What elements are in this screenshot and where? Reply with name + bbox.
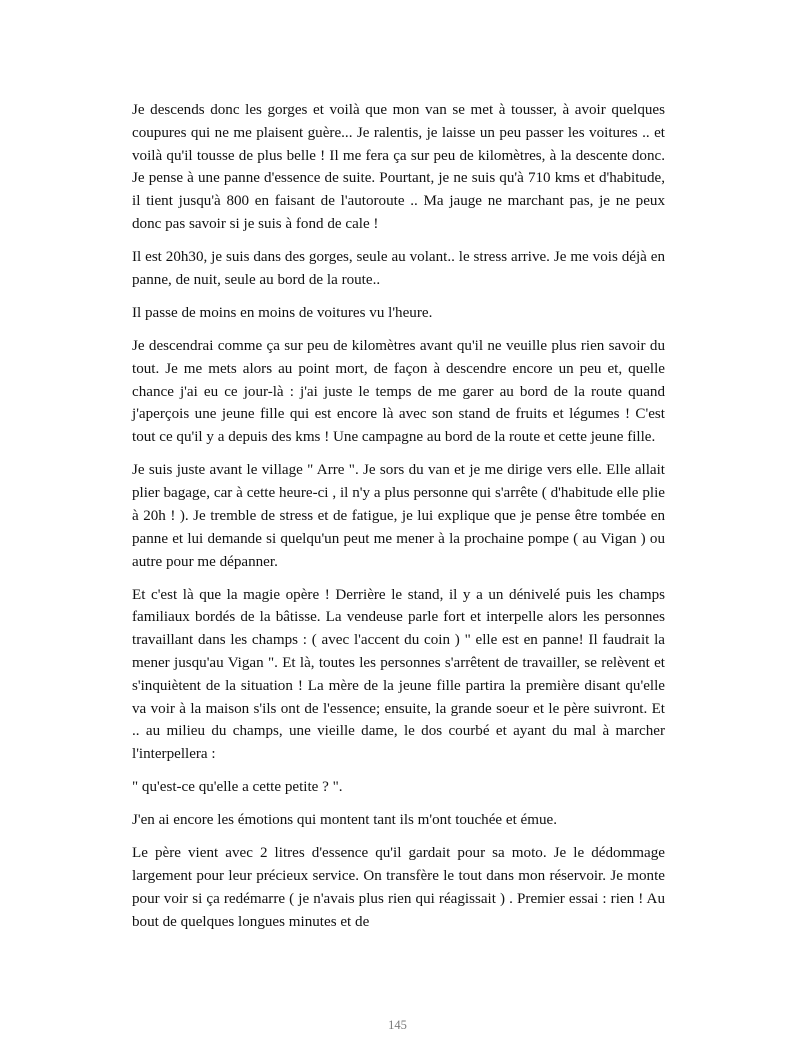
paragraph: Je descends donc les gorges et voilà que mon van se met à tousser, à avoir quelques coupures qui ne me plaisent guère... Je ralentis, je laisse un peu passer les voitures .. et voilà qu'il tousse de plus belle ! Il me fera ça sur peu de kilomètres, à la descente donc. Je pense à une panne d'essence de suite. Pourtant, je ne suis qu'à 710 kms et d'habitude, il tient jusqu'à 800 en faisant de l'autoroute .. Ma jauge ne marchant pas, je ne peux donc pas savoir si je suis à fond de cale ! [132,102,665,232]
paragraph: Et c'est là que la magie opère ! Derrière le stand, il y a un dénivelé puis les champs familiaux bordés de la bâtisse. La vendeuse parle fort et interpelle alors les personnes travaillant dans les champs : ( avec l'accent du coin ) " elle est en panne! Il faudrait la mener jusqu'au Vigan ". Et là, toutes les personnes s'arrêtent de travailler, se relèvent et s'inquiètent de la situation ! La mère de la jeune fille partira la première disant qu'elle va voir à la maison s'ils ont de l'essence; ensuite, la grande soeur et le père suivront. Et .. au milieu du champs, une vieille dame, le dos courbé et ayant du mal à marcher l'interpellera : [132,586,665,763]
paragraph: Il passe de moins en moins de voitures vu l'heure. [132,304,433,321]
paragraph: J'en ai encore les émotions qui montent tant ils m'ont touchée et émue. [132,812,558,829]
paragraph: Le père vient avec 2 litres d'essence qu'il gardait pour sa moto. Je le dédommage largement pour leur précieux service. On transfère le tout dans mon réservoir. Je monte pour voir si ça redémarre ( je n'avais plus rien qui réagissait ) . Premier essai : rien ! Au bout de quelques longues minutes et de [132,845,665,930]
paragraph: Je suis juste avant le village " Arre ". Je sors du van et je me dirige vers elle. Elle allait plier bagage, car à cette heure-ci , il n'y a plus personne qui s'arrête ( d'habitude elle plie à 20h ! ). Je tremble de stress et de fatigue, je lui explique que je pense être tombée en panne et lui demande si quelqu'un peut me mener à la prochaine pompe ( au Vigan ) ou autre pour me dépanner. [132,462,665,570]
paragraph: Il est 20h30, je suis dans des gorges, seule au volant.. le stress arrive. Je me vois déjà en panne, de nuit, seule au bord de la route.. [132,249,665,288]
body-text [132,99,665,944]
page-number: 145 [388,1018,407,1032]
paragraph: Je descendrai comme ça sur peu de kilomètres avant qu'il ne veuille plus rien savoir du tout. Je me mets alors au point mort, de façon à descendre encore un peu et, quelle chance j'ai eu ce jour-là : j'ai juste le temps de me garer au bord de la route quand j'aperçois une jeune fille qui est encore là avec son stand de fruits et légumes ! C'est tout ce qu'il y a depuis des kms ! Une campagne au bord de la route et cette jeune fille. [132,338,665,446]
paragraph: " qu'est-ce qu'elle a cette petite ? ". [132,779,343,796]
